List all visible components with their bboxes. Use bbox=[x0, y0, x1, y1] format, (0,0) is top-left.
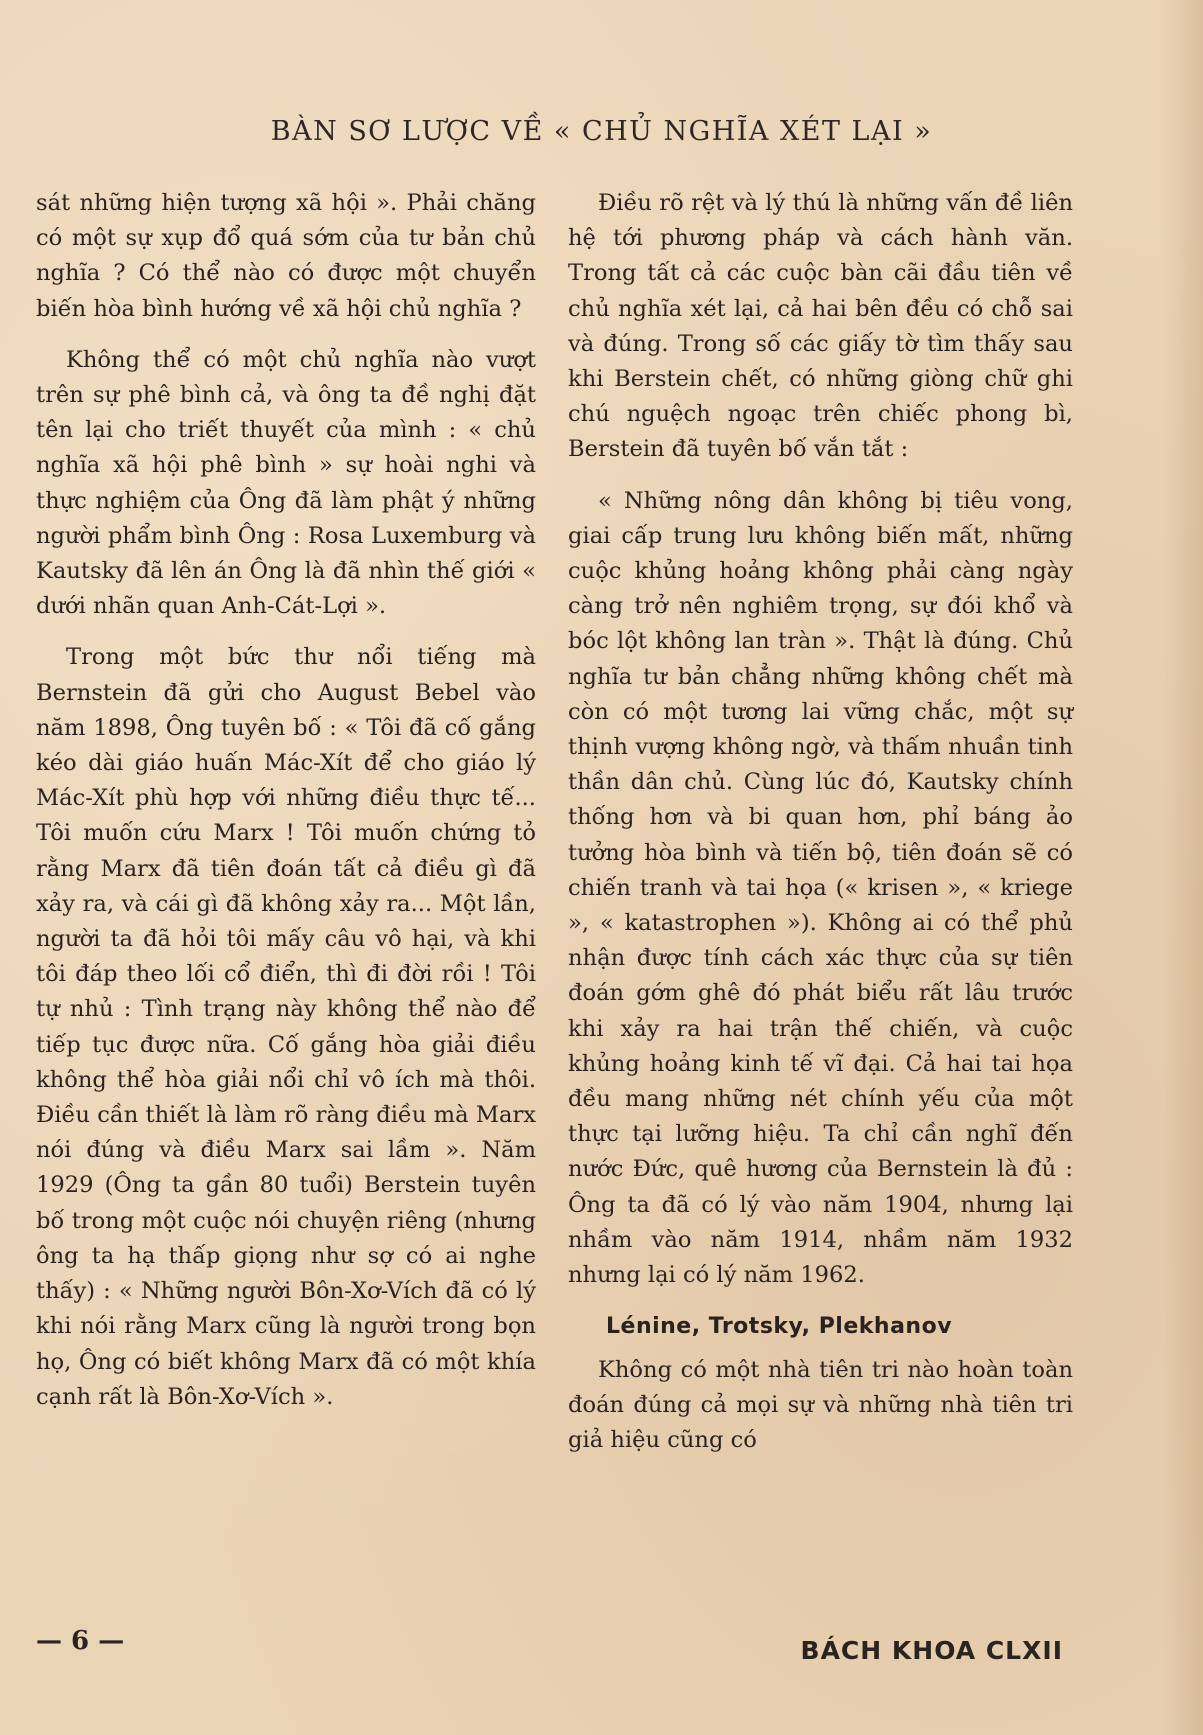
page-edge-shadow bbox=[1163, 0, 1203, 1735]
paragraph: Không thể có một chủ nghĩa nào vượt trên sự phê bình cả, và ông ta đề nghị đặt tên lại cho triết thuyết của mình : « chủ nghĩa xã hội phê bình » sự hoài nghi và thực nghiệm của Ông đã làm phật ý những người phẩm bình Ông : Rosa Luxemburg và Kautsky đã lên án Ông là đã nhìn thế giới « dưới nhãn quan Anh-Cát-Lợi ». bbox=[36, 346, 536, 620]
paragraph: Trong một bức thư nổi tiếng mà Bernstein đã gửi cho August Bebel vào năm 1898, Ông tuyên bố : « Tôi đã cố gắng kéo dài giáo huấn Mác-Xít để cho giáo lý Mác-Xít phù hợp với những điều thực tế... Tôi muốn cứu Marx ! Tôi muốn chứng tỏ rằng Marx đã tiên đoán tất cả điều gì đã xảy ra, và cái gì đã không xảy ra... Một lần, người ta đã hỏi tôi mấy câu vô hại, và khi tôi đáp theo lối cổ điển, thì đi đời rồi ! Tôi tự nhủ : Tình trạng này không thể nào để tiếp tục được nữa. Cố gắng hòa giải điều không thể hòa giải nổi chỉ vô ích mà thôi. Điều cần thiết là làm rõ ràng điều mà Marx nói đúng và điều Marx sai lầm ». Năm 1929 (Ông ta gần 80 tuổi) Berstein tuyên bố trong một cuộc nói chuyện riêng (nhưng ông ta hạ thấp giọng như sợ có ai nghe thấy) : « Những người Bôn-Xơ-Vích đã có lý khi nói rằng Marx cũng là người trong bọn họ, Ông có biết không Marx đã có một khía cạnh rất là Bôn-Xơ-Vích ». bbox=[36, 644, 536, 1410]
page-number: — 6 — bbox=[36, 1626, 125, 1656]
paragraph: sát những hiện tượng xã hội ». Phải chăng có một sự xụp đổ quá sớm của tư bản chủ nghĩa ? Có thể nào có được một chuyển biến hòa bình hướng về xã hội chủ nghĩa ? bbox=[36, 190, 536, 322]
left-column bbox=[36, 186, 536, 1431]
right-column bbox=[568, 186, 1073, 1474]
paragraph: Không có một nhà tiên tri nào hoàn toàn đoán đúng cả mọi sự và những nhà tiên tri giả hiệu cũng có bbox=[568, 1356, 1073, 1453]
running-header: BÀN SƠ LƯỢC VỀ « CHỦ NGHĨA XÉT LẠI » bbox=[270, 116, 933, 147]
section-subheading: Lénine, Trotsky, Plekhanov bbox=[606, 1314, 953, 1340]
paragraph: « Những nông dân không bị tiêu vong, giai cấp trung lưu không biến mất, những cuộc khủng hoảng không phải càng ngày càng trở nên nghiêm trọng, sự đói khổ và bóc lột không lan tràn ». Thật là đúng. Chủ nghĩa tư bản chẳng những không chết mà còn có một tương lai vững chắc, một sự thịnh vượng không ngờ, và thấm nhuần tinh thần dân chủ. Cùng lúc đó, Kautsky chính thống hơn và bi quan hơn, phỉ báng ảo tưởng hòa bình và tiến bộ, tiên đoán sẽ có chiến tranh và tai họa (« krisen », « kriege », « katastrophen »). Không ai có thể phủ nhận được tính cách xác thực của sự tiên đoán gớm ghê đó phát biểu rất lâu trước khi xảy ra hai trận thế chiến, và cuộc khủng hoảng kinh tế vĩ đại. Cả hai tai họa đều mang những nét chính yếu của một thực tại lưỡng hiệu. Ta chỉ cần nghĩ đến nước Đức, quê hương của Bernstein là đủ : Ông ta đã có lý vào năm 1904, nhưng lại nhầm vào năm 1914, nhầm năm 1932 nhưng lại có lý năm 1962. bbox=[568, 487, 1073, 1289]
paragraph: Điều rõ rệt và lý thú là những vấn đề liên hệ tới phương pháp và cách hành văn. Trong tất cả các cuộc bàn cãi đầu tiên về chủ nghĩa xét lại, cả hai bên đều có chỗ sai và đúng. Trong số các giấy tờ tìm thấy sau khi Berstein chết, có những giòng chữ ghi chú nguệch ngoạc trên chiếc phong bì, Berstein đã tuyên bố vắn tắt : bbox=[568, 190, 1073, 463]
magazine-footer: BÁCH KHOA CLXII bbox=[800, 1636, 1063, 1665]
